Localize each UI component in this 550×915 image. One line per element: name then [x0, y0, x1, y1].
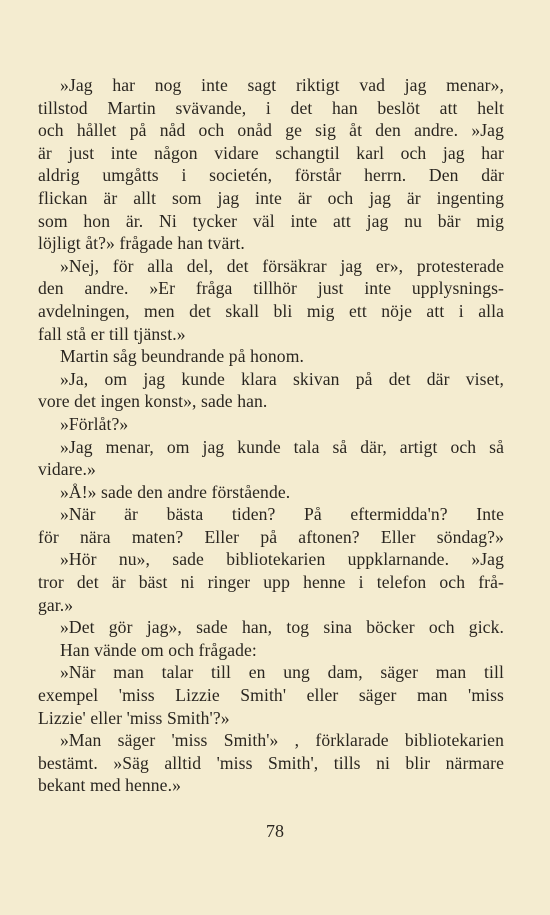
text-line: Han vände om och frågade:	[60, 639, 257, 660]
text-line: fall stå er till tjänst.»	[38, 323, 186, 344]
text-line: vidare.»	[38, 459, 96, 480]
text-line: bekant med henne.»	[38, 775, 181, 796]
text-line: avdelningen, men det skall bli mig ett nöje att i alla	[38, 300, 504, 321]
text-line: »Ja, om jag kunde klara skivan på det där viset,	[60, 368, 504, 389]
text-line: Martin såg beundrande på honom.	[60, 346, 304, 367]
text-line: är just inte någon vidare schangtil karl och jag har	[38, 142, 504, 163]
text-line: som hon är. Ni tycker väl inte att jag nu bär mig	[38, 210, 504, 231]
text-line: tror det är bäst ni ringer upp henne i telefon och frå-	[38, 572, 504, 593]
text-line: »Hör nu», sade bibliotekarien uppklarnande. »Jag	[60, 549, 504, 570]
text-line: för nära maten? Eller på aftonen? Eller söndag?»	[38, 526, 504, 547]
text-line: den andre. »Er fråga tillhör just inte upplysnings-	[38, 278, 504, 299]
text-line: gar.»	[38, 594, 74, 615]
text-line: »När är bästa tiden? På eftermidda'n? Inte	[60, 504, 504, 525]
text-line: »Jag menar, om jag kunde tala så där, artigt och så	[60, 436, 504, 457]
text-line: »Man säger 'miss Smith'» , förklarade bibliotekarien	[60, 730, 504, 751]
text-line: »Jag har nog inte sagt riktigt vad jag menar»,	[60, 75, 504, 95]
body-text	[38, 74, 504, 797]
text-line: »Nej, för alla del, det försäkrar jag er», protesterade	[60, 255, 504, 276]
text-line: »Å!» sade den andre förstående.	[60, 481, 291, 502]
text-line: bestämt. »Säg alltid 'miss Smith', tills ni blir närmare	[38, 752, 504, 773]
text-line: »När man talar till en ung dam, säger man till	[60, 662, 504, 683]
text-line: vore det ingen konst», sade han.	[38, 391, 268, 412]
text-line: »Förlåt?»	[60, 413, 129, 434]
text-line: flickan är allt som jag inte är och jag är ingenting	[38, 187, 504, 208]
text-line: löjligt åt?» frågade han tvärt.	[38, 233, 245, 254]
text-line: och hållet på nåd och onåd ge sig åt den andre. »Jag	[38, 120, 504, 141]
text-line: exempel 'miss Lizzie Smith' eller säger man 'miss	[38, 685, 504, 706]
text-line: Lizzie' eller 'miss Smith'?»	[38, 707, 230, 728]
page-number: 78	[266, 821, 284, 841]
text-line: tillstod Martin svävande, i det han beslöt att helt	[38, 97, 504, 118]
text-line: aldrig umgåtts i societén, förstår herrn. Den där	[38, 165, 504, 186]
text-line: »Det gör jag», sade han, tog sina böcker och gick.	[60, 617, 504, 638]
